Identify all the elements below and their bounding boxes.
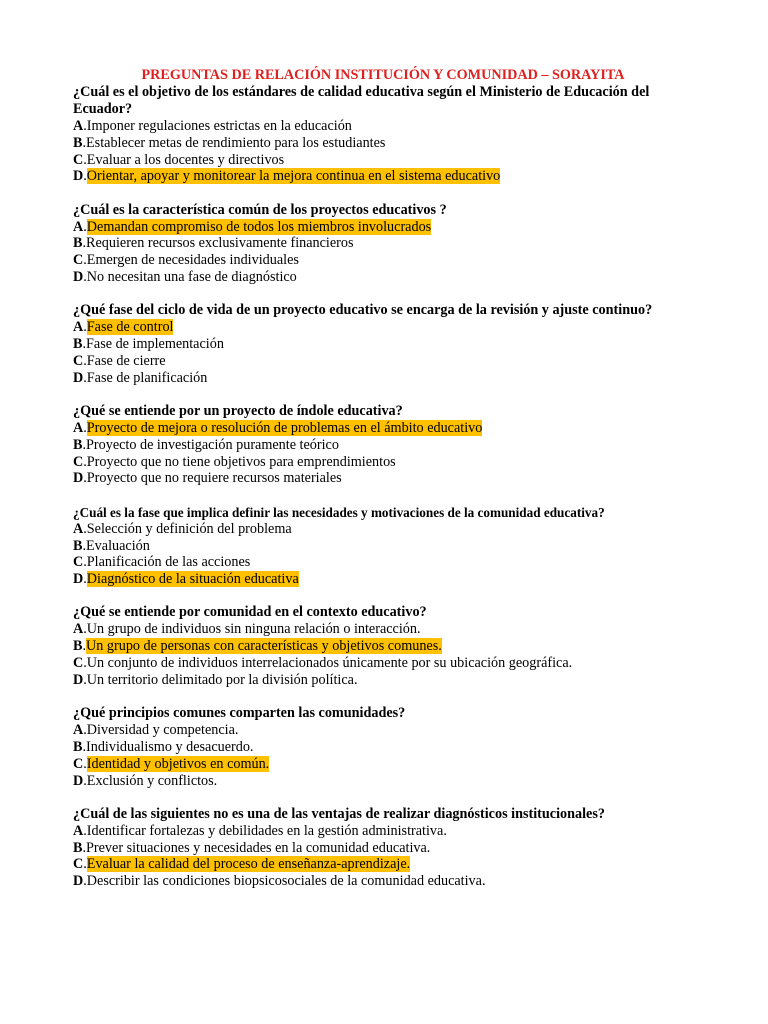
- answer-option-correct: [73, 319, 693, 336]
- option-separator: .: [83, 269, 87, 286]
- answer-option-correct: [73, 420, 693, 437]
- answer-option: [73, 621, 693, 638]
- question-text: ¿Qué principios comunes comparten las comunidades?: [73, 705, 406, 722]
- option-text: Requieren recursos exclusivamente financieros: [86, 235, 354, 252]
- answer-option-correct: [73, 571, 693, 588]
- question-text: ¿Cuál de las siguientes no es una de las ventajas de realizar diagnósticos institucionales?: [73, 805, 605, 822]
- option-text: Selección y definición del problema: [86, 520, 292, 537]
- option-text: Establecer metas de rendimiento para los estudiantes: [86, 134, 386, 151]
- option-letter: C: [73, 151, 84, 168]
- option-text: Individualismo y desacuerdo.: [86, 738, 254, 755]
- option-separator: .: [82, 235, 87, 252]
- question-block: [73, 705, 693, 789]
- option-text: Prever situaciones y necesidades en la comunidad educativa.: [86, 839, 431, 856]
- option-letter: B: [73, 235, 83, 252]
- answer-option: [73, 269, 693, 286]
- answer-option: [73, 135, 693, 152]
- answer-option-correct: [73, 219, 693, 236]
- option-letter: A: [73, 822, 84, 839]
- option-text: Proyecto que no requiere recursos materiales: [86, 470, 342, 487]
- question-block: [73, 504, 693, 588]
- option-letter: C: [73, 554, 84, 571]
- option-text: Fase de planificación: [86, 369, 208, 386]
- option-text: Evaluar la calidad del proceso de enseñanza-aprendizaje.: [86, 856, 411, 873]
- question-block: [73, 302, 693, 386]
- option-separator: .: [82, 839, 87, 856]
- answer-option: [73, 873, 693, 890]
- option-separator: .: [83, 822, 87, 839]
- option-text: Proyecto de investigación puramente teórico: [86, 436, 339, 453]
- option-separator: .: [82, 436, 87, 453]
- option-letter: A: [73, 420, 84, 437]
- answer-option: [73, 235, 693, 252]
- option-separator: .: [83, 420, 87, 437]
- option-letter: A: [73, 722, 84, 739]
- question-text: ¿Cuál es la característica común de los proyectos educativos ?: [73, 201, 447, 218]
- option-separator: .: [83, 621, 87, 638]
- option-text: Fase de cierre: [86, 352, 166, 369]
- question-text: ¿Qué se entiende por un proyecto de índole educativa?: [73, 403, 403, 420]
- question-text: ¿Qué se entiende por comunidad en el contexto educativo?: [73, 604, 427, 621]
- question-list: [73, 84, 693, 890]
- answer-option: [73, 370, 693, 387]
- option-text: Proyecto de mejora o resolución de problemas en el ámbito educativo: [86, 420, 483, 437]
- option-letter: D: [73, 168, 84, 185]
- answer-option: [73, 538, 693, 555]
- option-letter: B: [73, 336, 83, 353]
- option-separator: .: [82, 638, 87, 655]
- option-letter: C: [73, 655, 84, 672]
- option-text: Demandan compromiso de todos los miembros involucrados: [86, 218, 432, 235]
- option-letter: C: [73, 856, 84, 873]
- option-text: Identidad y objetivos en común.: [86, 755, 270, 772]
- option-letter: D: [73, 873, 84, 890]
- answer-option: [73, 521, 693, 538]
- option-separator: .: [82, 336, 87, 353]
- answer-option: [73, 739, 693, 756]
- answer-option: [73, 655, 693, 672]
- option-separator: .: [83, 772, 87, 789]
- option-separator: .: [83, 369, 87, 386]
- option-letter: D: [73, 671, 84, 688]
- question-block: [73, 604, 693, 688]
- option-separator: .: [83, 655, 87, 672]
- answer-option: [73, 672, 693, 689]
- option-letter: A: [73, 621, 84, 638]
- option-letter: C: [73, 453, 84, 470]
- option-separator: .: [83, 453, 87, 470]
- option-separator: .: [83, 571, 87, 588]
- option-letter: B: [73, 638, 83, 655]
- option-separator: .: [83, 520, 87, 537]
- option-letter: A: [73, 319, 84, 336]
- option-text: Emergen de necesidades individuales: [86, 252, 299, 269]
- option-letter: D: [73, 470, 84, 487]
- option-letter: D: [73, 772, 84, 789]
- option-text: Fase de implementación: [86, 336, 224, 353]
- option-letter: B: [73, 839, 83, 856]
- option-letter: A: [73, 520, 84, 537]
- option-text: Fase de control: [86, 319, 174, 336]
- question-block: [73, 403, 693, 487]
- option-separator: .: [83, 151, 87, 168]
- option-separator: .: [83, 554, 87, 571]
- option-letter: D: [73, 369, 84, 386]
- option-separator: .: [83, 118, 87, 134]
- option-separator: .: [83, 319, 87, 336]
- answer-option: [73, 437, 693, 454]
- question-text: ¿Qué fase del ciclo de vida de un proyecto educativo se encarga de la revisión y ajuste continuo?: [73, 302, 653, 319]
- option-text: Orientar, apoyar y monitorear la mejora continua en el sistema educativo: [86, 168, 501, 185]
- option-text: Evaluación: [86, 537, 150, 554]
- option-letter: D: [73, 269, 84, 286]
- option-separator: .: [82, 738, 87, 755]
- answer-option-correct: [73, 168, 693, 185]
- option-letter: B: [73, 738, 83, 755]
- option-text: Planificación de las acciones: [86, 554, 251, 571]
- option-text: Describir las condiciones biopsicosociales de la comunidad educativa.: [86, 873, 486, 890]
- question-block: [73, 84, 693, 185]
- option-letter: A: [73, 218, 84, 235]
- option-letter: B: [73, 436, 83, 453]
- question-block: [73, 806, 693, 890]
- option-letter: A: [73, 118, 84, 134]
- option-separator: .: [83, 252, 87, 269]
- answer-option: [73, 554, 693, 571]
- answer-option: [73, 823, 693, 840]
- option-separator: .: [82, 134, 87, 151]
- option-text: Un conjunto de individuos interrelacionados únicamente por su ubicación geográfica.: [86, 655, 573, 672]
- option-letter: B: [73, 537, 83, 554]
- option-text: Un grupo de individuos sin ninguna relación o interacción.: [86, 621, 421, 638]
- option-text: Evaluar a los docentes y directivos: [86, 151, 285, 168]
- question-text: ¿Cuál es el objetivo de los estándares de calidad educativa según el Ministerio de Educación del Ecuador?: [73, 84, 650, 117]
- document-title: PREGUNTAS DE RELACIÓN INSTITUCIÓN Y COMUNIDAD – SORAYITA: [141, 67, 625, 83]
- answer-option-correct: [73, 638, 693, 655]
- option-text: Imponer regulaciones estrictas en la educación: [86, 118, 352, 134]
- answer-option: [73, 470, 693, 487]
- option-separator: .: [83, 671, 87, 688]
- option-text: No necesitan una fase de diagnóstico: [86, 269, 297, 286]
- option-separator: .: [83, 755, 87, 772]
- answer-option: [73, 118, 693, 135]
- option-text: Diversidad y competencia.: [86, 722, 239, 739]
- answer-option: [73, 773, 693, 790]
- answer-option: [73, 454, 693, 471]
- answer-option: [73, 722, 693, 739]
- option-text: Un grupo de personas con características y objetivos comunes.: [86, 638, 442, 655]
- option-text: Un territorio delimitado por la división política.: [86, 671, 358, 688]
- option-separator: .: [83, 168, 87, 185]
- option-separator: .: [83, 218, 87, 235]
- option-letter: B: [73, 134, 83, 151]
- question-block: [73, 202, 693, 286]
- question-text: ¿Cuál es la fase que implica definir las necesidades y motivaciones de la comunidad educativa?: [73, 504, 605, 520]
- document-page: [73, 67, 693, 907]
- option-text: Diagnóstico de la situación educativa: [86, 571, 299, 588]
- option-separator: .: [83, 470, 87, 487]
- answer-option: [73, 840, 693, 857]
- option-letter: C: [73, 755, 84, 772]
- option-letter: C: [73, 352, 84, 369]
- option-separator: .: [83, 856, 87, 873]
- option-separator: .: [82, 537, 87, 554]
- option-separator: .: [83, 873, 87, 890]
- option-separator: .: [83, 722, 87, 739]
- answer-option: [73, 353, 693, 370]
- answer-option-correct: [73, 756, 693, 773]
- answer-option-correct: [73, 856, 693, 873]
- answer-option: [73, 152, 693, 169]
- option-letter: C: [73, 252, 84, 269]
- option-text: Exclusión y conflictos.: [86, 772, 218, 789]
- answer-option: [73, 336, 693, 353]
- answer-option: [73, 252, 693, 269]
- option-text: Identificar fortalezas y debilidades en la gestión administrativa.: [86, 822, 447, 839]
- option-letter: D: [73, 571, 84, 588]
- option-text: Proyecto que no tiene objetivos para emprendimientos: [86, 453, 396, 470]
- option-separator: .: [83, 352, 87, 369]
